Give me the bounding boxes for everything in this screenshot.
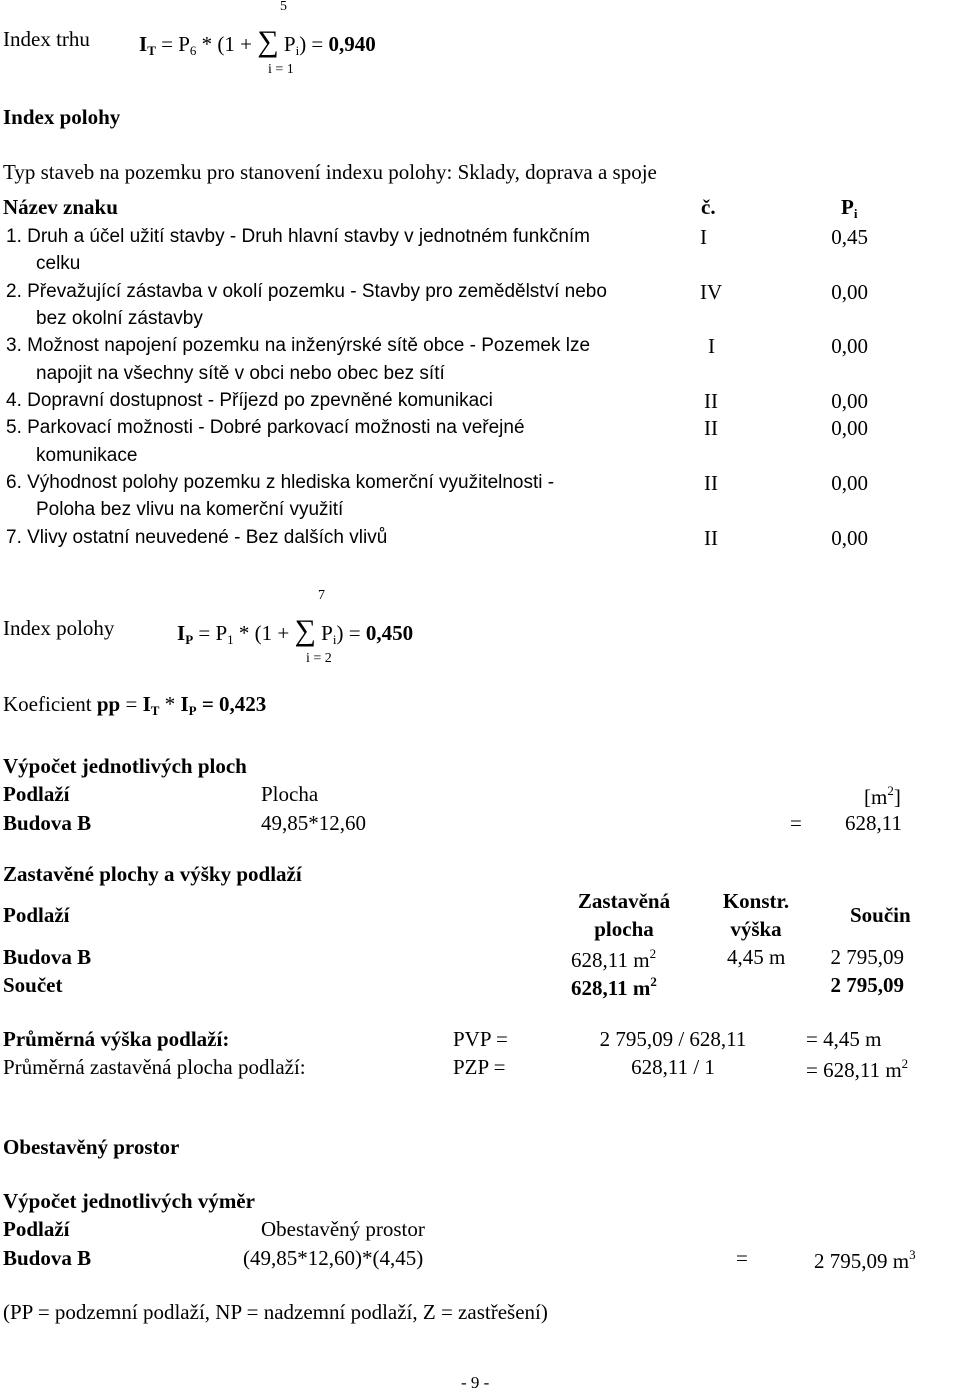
page-number: - 9 - <box>461 1373 490 1392</box>
zast-header-height-2: výška <box>730 917 782 941</box>
vypocet-ploch-title: Výpočet jednotlivých ploch <box>3 754 247 778</box>
sum-upper-limit: 7 <box>318 588 325 603</box>
zast-row-name: Budova B <box>3 945 92 969</box>
ploch-row-formula: 49,85*12,60 <box>261 811 366 835</box>
legend-note: (PP = podzemní podlaží, NP = nadzemní podlaží, Z = zastřešení) <box>3 1300 548 1324</box>
zast-row-height: 4,45 m <box>727 945 786 969</box>
criterion-2-class: IV <box>700 280 723 304</box>
criterion-6-value: 0,00 <box>831 471 868 495</box>
ploch-row-value: 628,11 <box>845 811 902 835</box>
criterion-5-value: 0,00 <box>831 416 868 440</box>
criteria-header-p: $P_i$ <box>841 195 858 221</box>
criterion-6-line2: Poloha bez vlivu na komerční využití <box>36 499 344 520</box>
criterion-2-value: 0,00 <box>831 280 868 304</box>
zast-header-soucin: Součin <box>850 903 911 927</box>
zast-total-product: 2 795,09 <box>830 973 904 997</box>
obest-header-prostor: Obestavěný prostor <box>261 1217 425 1241</box>
criterion-3-value: 0,00 <box>831 334 868 358</box>
pvp-formula: 2 795,09 / 628,11 <box>599 1027 747 1051</box>
index-polohy-label: Index polohy <box>3 616 115 640</box>
criterion-3-class: I <box>708 334 715 358</box>
criterion-1-value: 0,45 <box>831 225 868 249</box>
index-polohy-formula: $I_P = P_1 * (1$ + ∑ $P_i) = 0,450$ <box>177 614 414 647</box>
criterion-7-value: 0,00 <box>831 526 868 550</box>
zast-row-area: 628,11 $m^2$ <box>571 946 657 972</box>
zast-total-area: 628,11 $m^2$ <box>571 974 657 1000</box>
pzp-result: = 628,11 $m^2$ <box>806 1056 909 1082</box>
sigma-symbol: ∑ <box>257 25 279 58</box>
sigma-symbol: ∑ <box>294 614 316 647</box>
obest-row-equals: = <box>736 1246 748 1270</box>
criterion-7-class: II <box>704 526 718 550</box>
ploch-header-plocha: Plocha <box>261 782 319 806</box>
criterion-2-line2: bez okolní zástavby <box>36 308 203 329</box>
sum-upper-limit: 5 <box>280 0 287 14</box>
criterion-5-line2: komunikace <box>36 445 138 466</box>
zast-header-podlazi: Podlaží <box>3 903 70 927</box>
criterion-5-line1: 5. Parkovací možnosti - Dobré parkovací možnosti na veřejné <box>6 417 525 438</box>
zastavene-title: Zastavěné plochy a výšky podlaží <box>3 862 302 886</box>
ploch-row-equals: = <box>790 811 802 835</box>
koeficient-formula: Koeficient pp = $I_T * I_P = 0,423$ <box>3 692 267 718</box>
zast-header-area-1: Zastavěná <box>577 889 671 913</box>
zast-total-name: Součet <box>3 973 63 997</box>
index-polohy-heading: Index polohy <box>3 105 121 129</box>
index-trhu-label: Index trhu <box>3 27 90 51</box>
pvp-label: Průměrná výška podlaží: <box>3 1027 230 1051</box>
criteria-header-class: č. <box>701 195 716 219</box>
obest-row-formula: (49,85*12,60)*(4,45) <box>243 1246 424 1270</box>
index-trhu-result: 0,940 <box>328 32 376 56</box>
pvp-result: = 4,45 m <box>806 1027 882 1051</box>
criterion-3-line2: napojit na všechny sítě v obci nebo obec bez sítí <box>36 363 445 384</box>
criterion-1-line2: celku <box>36 253 81 274</box>
obestaveny-subtitle: Výpočet jednotlivých výměr <box>3 1189 255 1213</box>
criterion-7-line1: 7. Vlivy ostatní neuvedené - Bez dalších vlivů <box>6 527 388 548</box>
pvp-code: PVP = <box>453 1027 508 1051</box>
ploch-row-name: Budova B <box>3 811 92 835</box>
typ-staveb: Typ staveb na pozemku pro stanovení indexu polohy: Sklady, doprava a spoje <box>3 160 657 184</box>
obest-row-name: Budova B <box>3 1246 92 1270</box>
criterion-1-line1: 1. Druh a účel užití stavby - Druh hlavní stavby v jednotném funkčním <box>6 226 590 247</box>
ploch-header-podlazi: Podlaží <box>3 782 70 806</box>
pzp-code: PZP = <box>453 1055 506 1079</box>
criterion-3-line1: 3. Možnost napojení pozemku na inženýrské sítě obce - Pozemek lze <box>6 335 591 356</box>
criteria-header-name: Název znaku <box>3 195 118 219</box>
criterion-6-line1: 6. Výhodnost polohy pozemku z hlediska komerční využitelnosti - <box>6 472 555 493</box>
sum-lower-limit: i = 2 <box>306 651 332 666</box>
ploch-header-unit: $[m^2]$ <box>864 783 901 809</box>
obest-header-podlazi: Podlaží <box>3 1217 70 1241</box>
pzp-formula: 628,11 / 1 <box>631 1055 715 1079</box>
zast-header-area-2: plocha <box>594 917 654 941</box>
criterion-5-class: II <box>704 416 718 440</box>
zast-header-height-1: Konstr. <box>722 889 790 913</box>
pzp-label: Průměrná zastavěná plocha podlaží: <box>3 1055 306 1079</box>
criterion-1-class: I <box>700 225 707 249</box>
obest-row-value: 2 795,09 $m^3$ <box>814 1247 916 1273</box>
criterion-4-line1: 4. Dopravní dostupnost - Příjezd po zpevněné komunikaci <box>6 390 493 411</box>
sum-lower-limit: i = 1 <box>268 62 294 77</box>
criterion-2-line1: 2. Převažující zástavba v okolí pozemku - Stavby pro zemědělství nebo <box>6 281 607 302</box>
criterion-6-class: II <box>704 471 718 495</box>
obestaveny-title: Obestavěný prostor <box>3 1135 180 1159</box>
criterion-4-class: II <box>704 389 718 413</box>
zast-row-product: 2 795,09 <box>830 945 904 969</box>
index-polohy-result: 0,450 <box>365 621 414 645</box>
criterion-4-value: 0,00 <box>831 389 868 413</box>
index-trhu-formula: $I_T = P_6 * (1$ + ∑ $P_i) = 0,940$ <box>139 25 376 58</box>
